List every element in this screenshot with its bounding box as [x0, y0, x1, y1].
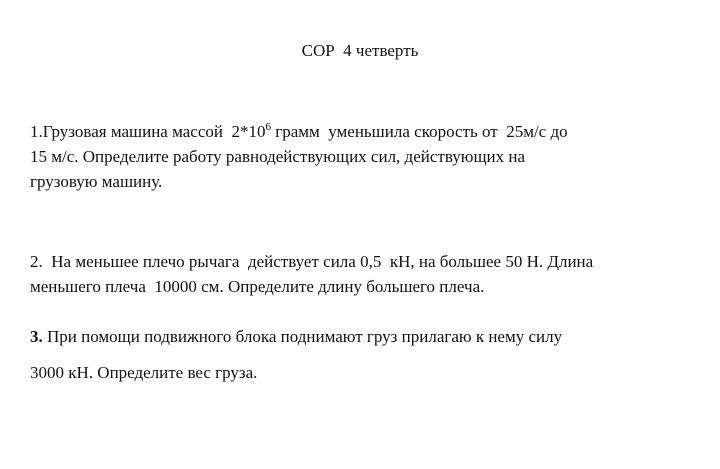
task1-line1 — [30, 121, 568, 143]
task2-line2: меньшего плеча 10000 см. Определите длину большего плеча. — [30, 277, 485, 296]
task3-text: При помощи подвижного блока поднимают груз прилагаю к нему силу — [42, 327, 563, 346]
task3-number: 3. — [30, 327, 43, 346]
task1-exponent: 6 — [265, 121, 271, 133]
task3-line2: 3000 кН. Определите вес груза. — [30, 363, 258, 382]
task1-line3: грузовую машину. — [30, 172, 163, 191]
task2-line1: 2. На меньшее плечо рычага действует сила 0,5 кН, на большее 50 Н. Длина — [30, 252, 594, 271]
task1-text-end: грамм уменьшила скорость от 25м/с до — [270, 122, 568, 141]
task3-line1 — [30, 326, 562, 348]
task1-line2: 15 м/с. Определите работу равнодействующих сил, действующих на — [30, 147, 526, 166]
page-title: СОР 4 четверть — [301, 41, 419, 60]
task1-text-start: 1.Грузовая машина массой 2*10 — [30, 122, 266, 141]
